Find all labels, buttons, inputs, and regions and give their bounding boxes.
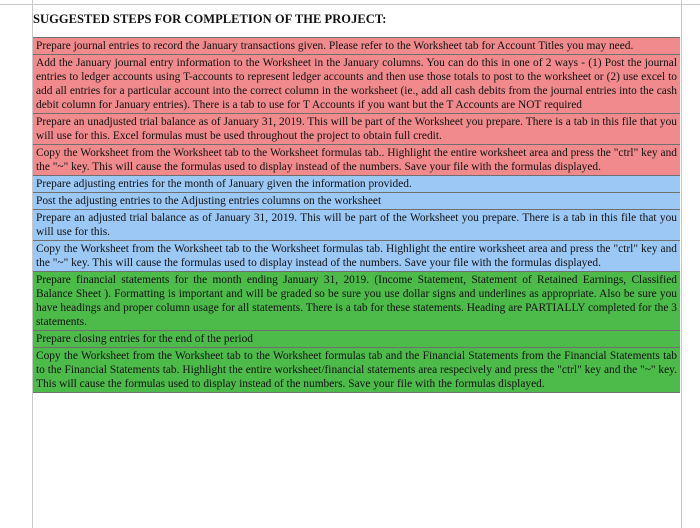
step-text: Post the adjusting entries to the Adjusting entries columns on the worksheet — [36, 195, 382, 207]
step-cell-5[interactable] — [33, 175, 680, 192]
step-cell-3[interactable] — [33, 113, 680, 144]
step-cell-11[interactable] — [33, 347, 680, 393]
step-cell-6[interactable] — [33, 192, 680, 209]
step-cell-8[interactable] — [33, 240, 680, 271]
step-cell-9[interactable] — [33, 271, 680, 330]
grid-line — [681, 0, 682, 528]
step-cell-4[interactable] — [33, 144, 680, 175]
grid-line — [0, 4, 700, 5]
step-text: Prepare closing entries for the end of the period — [36, 333, 253, 345]
step-text: Copy the Worksheet from the Worksheet tab to the Worksheet formulas tab and the Financial Statements from the Financial Statements tab to the Financial Statements tab. Highlight the entire worksheet/financial statements area respecively and press the "ctrl" key and the "~" key. This will cause the formulas used to display instead of the numbers. Save your file with the formulas displayed. — [36, 350, 677, 390]
step-text: Prepare adjusting entries for the month of January given the information provided. — [36, 178, 412, 190]
step-text: Copy the Worksheet from the Worksheet tab to the Worksheet formulas tab.. Highlight the entire worksheet area and press the "ctrl" key and the "~" key. This will cause the formulas used to display instead of the numbers. Save your file with the formulas displayed. — [36, 147, 677, 173]
step-cell-2[interactable] — [33, 54, 680, 113]
steps-list — [33, 37, 680, 393]
step-cell-1[interactable] — [33, 37, 680, 54]
step-text: Prepare an adjusted trial balance as of January 31, 2019. This will be part of the Worksheet you prepare. There is a tab in this file that you will use for this. — [36, 212, 677, 238]
step-text: Add the January journal entry information to the Worksheet in the January columns. You can do this in one of 2 ways - (1) Post the journal entries to ledger accounts using T-accounts to represent ledger accounts and then use those totals to post to the worksheet or (2) use excel to add all entries for a particular account into the correct column in the worksheet (ie., add all cash debits from the journal entries into the cash debit column for January entries). There is a tab to use for T Accounts if you want but the T Accounts are NOT required — [36, 57, 677, 111]
step-text: Copy the Worksheet from the Worksheet tab to the Worksheet formulas tab. Highlight the entire worksheet area and press the "ctrl" key and the "~" key. This will cause the formulas used to display instead of the numbers. Save your file with the formulas displayed. — [36, 243, 677, 269]
step-cell-7[interactable] — [33, 209, 680, 240]
step-text: Prepare journal entries to record the January transactions given. Please refer to the Worksheet tab for Account Titles you may need. — [36, 40, 634, 52]
page-title: SUGGESTED STEPS FOR COMPLETION OF THE PROJECT: — [33, 12, 387, 26]
step-text: Prepare financial statements for the month ending January 31, 2019. (Income Statement, Statement of Retained Earnings, Classified Balance Sheet ). Formatting is important and will be graded so be sure you use dollar signs and underlines as appropriate. Also be sure you have headings and proper column usage for all statements. There is a tab for these statements. Heading are PARTIALLY completed for the 3 statements. — [36, 274, 677, 328]
step-text: Prepare an unadjusted trial balance as of January 31, 2019. This will be part of the Worksheet you prepare. There is a tab in this file that you will use for this. Excel formulas must be used throughout the project to obtain full credit. — [36, 116, 677, 142]
step-cell-10[interactable] — [33, 330, 680, 347]
